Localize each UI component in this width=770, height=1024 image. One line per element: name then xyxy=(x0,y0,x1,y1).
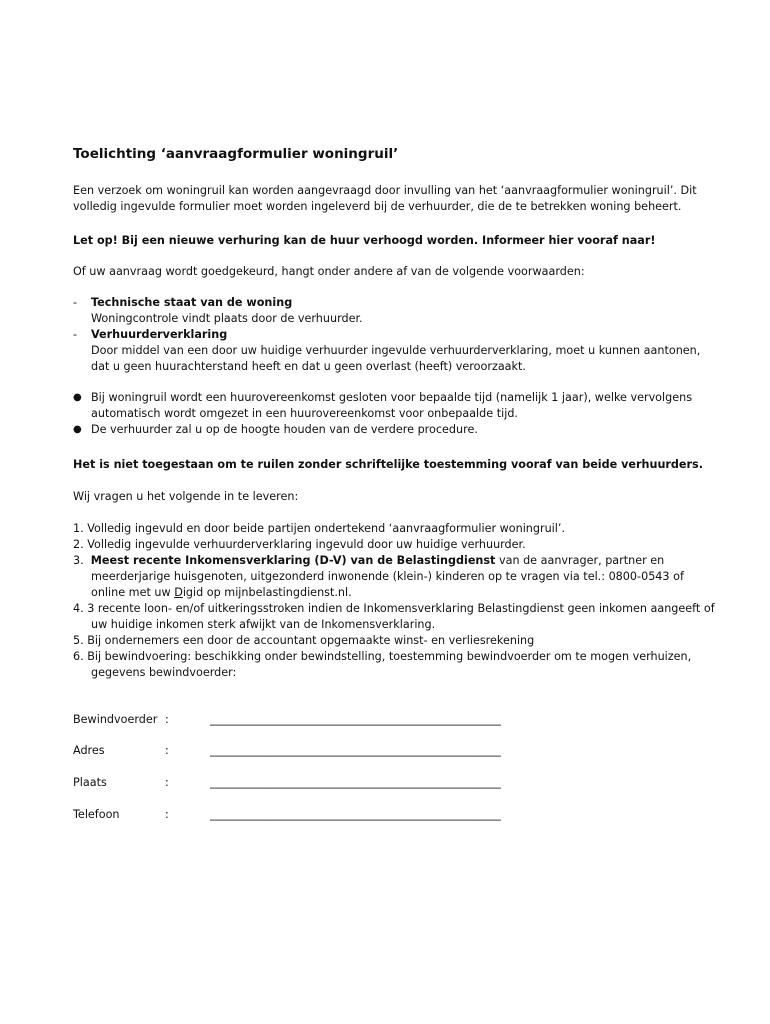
list-item: 5. Bij ondernemers een door de accountant opgemaakte winst- en verliesrekening xyxy=(73,634,535,647)
list-item-text: Woningcontrole vindt plaats door de verhuurder. xyxy=(91,312,363,325)
list-item: 6. Bij bewindvoering: beschikking onder bewindstelling, toestemming bewindvoerder om te mogen verhuizen, xyxy=(73,650,692,663)
list-item: 1. Volledig ingevuld en door beide partijen ondertekend ‘aanvraagformulier woningruil’. xyxy=(73,522,566,535)
list-item xyxy=(73,390,692,406)
page-title: Toelichting ‘aanvraagformulier woningruil’ xyxy=(73,146,399,162)
list-item-text: van de aanvrager, partner en xyxy=(495,554,665,567)
plaats-input-line[interactable]: ____________________________________________________ xyxy=(210,776,501,789)
list-item-bold: Meest recente Inkomensverklaring (D-V) van de Belastingdienst xyxy=(90,554,496,567)
dash-marker: - xyxy=(73,328,78,341)
bullet-icon: ● xyxy=(73,392,82,403)
conditions-intro: Of uw aanvraag wordt goedgekeurd, hangt onder andere af van de volgende voorwaarden: xyxy=(73,265,585,278)
field-label: Bewindvoerder xyxy=(73,713,158,726)
bullet-icon: ● xyxy=(73,424,82,435)
bullet-list xyxy=(73,390,692,438)
list-item xyxy=(73,295,700,311)
telefoon-input-line[interactable]: ____________________________________________________ xyxy=(210,808,501,821)
list-item-heading: Verhuurderverklaring xyxy=(91,328,228,341)
request-intro: Wij vragen u het volgende in te leveren: xyxy=(73,490,299,503)
adres-input-line[interactable]: ____________________________________________________ xyxy=(210,744,501,757)
list-item-text: igid op mijnbelastingdienst.nl. xyxy=(182,586,352,599)
field-label: Adres xyxy=(73,744,105,757)
list-item-text: online met uw xyxy=(91,586,175,599)
field-colon: : xyxy=(165,744,169,757)
intro-paragraph xyxy=(73,183,697,215)
list-item xyxy=(73,327,700,343)
bewindvoerder-input-line[interactable]: ____________________________________________________ xyxy=(210,713,501,726)
list-item-text: Bij woningruil wordt een huurovereenkomst gesloten voor bepaalde tijd (namelijk 1 jaar), welke vervolgens xyxy=(91,391,693,404)
list-item-text: dat u geen huurachterstand heeft en dat u geen overlast (heeft) veroorzaakt. xyxy=(91,360,526,373)
plaats-field xyxy=(73,775,573,791)
intro-line: volledig ingevulde formulier moet worden ingeleverd bij de verhuurder, die de te betrekken woning beheert. xyxy=(73,200,682,213)
list-item-text: meerderjarige huisgenoten, uitgezonderd inwonende (klein-) kinderen op te vragen via tel.: 0800-0543 of xyxy=(91,570,684,583)
list-item: 4. 3 recente loon- en/of uitkeringsstroken indien de Inkomensverklaring Belastingdienst geen inkomen aangeeft of xyxy=(73,602,715,615)
field-label: Plaats xyxy=(73,776,107,789)
field-label: Telefoon xyxy=(73,808,120,821)
conditions-list xyxy=(73,295,700,375)
list-item-text xyxy=(73,585,715,601)
dash-marker: - xyxy=(73,296,78,309)
list-item-text: Door middel van een door uw huidige verhuurder ingevulde verhuurderverklaring, moet u kunnen aantonen, xyxy=(91,344,701,357)
field-colon: : xyxy=(165,713,169,726)
field-colon: : xyxy=(165,776,169,789)
intro-line: Een verzoek om woningruil kan worden aangevraagd door invulling van het ‘aanvraagformulier woningruil’. Dit xyxy=(73,184,697,197)
telefoon-field xyxy=(73,807,573,823)
list-item xyxy=(73,553,715,569)
list-item: 2. Volledig ingevulde verhuurderverklaring ingevuld door uw huidige verhuurder. xyxy=(73,538,526,551)
bewindvoerder-field xyxy=(73,712,573,728)
adres-field xyxy=(73,743,573,759)
prohibition-text: Het is niet toegestaan om te ruilen zonder schriftelijke toestemming vooraf van beide verhuurders. xyxy=(73,458,703,471)
field-colon: : xyxy=(165,808,169,821)
list-item-text: automatisch wordt omgezet in een huurovereenkomst voor onbepaalde tijd. xyxy=(91,407,518,420)
list-item-number: 3. xyxy=(73,554,91,567)
list-item-heading: Technische staat van de woning xyxy=(91,296,293,309)
list-item-text: gegevens bewindvoerder: xyxy=(91,666,237,679)
warning-text: Let op! Bij een nieuwe verhuring kan de huur verhoogd worden. Informeer hier vooraf naar! xyxy=(73,234,656,247)
digid-link[interactable]: D xyxy=(174,586,183,599)
list-item-text: uw huidige inkomen sterk afwijkt van de Inkomensverklaring. xyxy=(91,618,436,631)
list-item xyxy=(73,422,692,438)
list-item-text: De verhuurder zal u op de hoogte houden van de verdere procedure. xyxy=(91,423,478,436)
numbered-list xyxy=(73,521,715,681)
